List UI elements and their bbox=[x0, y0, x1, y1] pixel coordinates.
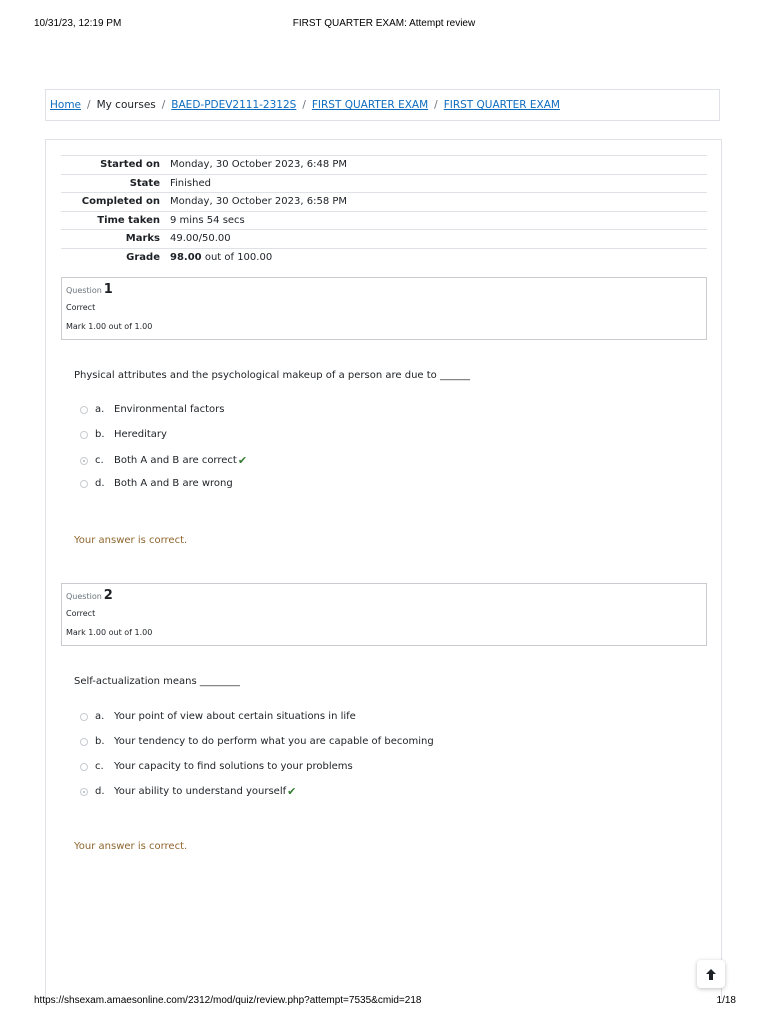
answer-text: Your capacity to find solutions to your problems bbox=[114, 761, 353, 772]
summary-value: Monday, 30 October 2023, 6:58 PM bbox=[170, 196, 348, 208]
answer-option[interactable] bbox=[80, 761, 353, 772]
attempt-summary-table bbox=[61, 155, 707, 267]
answer-text: Hereditary bbox=[114, 429, 167, 440]
question-state: Correct bbox=[66, 609, 96, 618]
question-text: Self-actualization means ________ bbox=[74, 676, 240, 687]
question-text: Physical attributes and the psychological makeup of a person are due to ______ bbox=[74, 370, 470, 381]
summary-label: Time taken bbox=[97, 214, 160, 226]
question-number-value: 2 bbox=[103, 588, 113, 603]
summary-row bbox=[61, 230, 707, 249]
print-url: https://shsexam.amaesonline.com/2312/mod/quiz/review.php?attempt=7535&cmid=218 bbox=[34, 995, 422, 1006]
answer-feedback: Your answer is correct. bbox=[74, 841, 188, 852]
summary-label: Grade bbox=[126, 252, 160, 263]
grade-value: 98.00 bbox=[170, 252, 202, 263]
radio-button[interactable] bbox=[80, 431, 88, 439]
answer-letter: d. bbox=[95, 786, 105, 797]
answer-option[interactable] bbox=[80, 404, 224, 415]
question-mark: Mark 1.00 out of 1.00 bbox=[66, 628, 153, 637]
question-number-value: 1 bbox=[103, 282, 113, 297]
summary-label: Marks bbox=[125, 233, 160, 245]
summary-value bbox=[170, 248, 707, 267]
answer-option[interactable] bbox=[80, 478, 233, 489]
question-number bbox=[66, 282, 113, 297]
answer-feedback: Your answer is correct. bbox=[74, 535, 188, 546]
summary-row bbox=[61, 248, 707, 267]
summary-label: Started on bbox=[100, 159, 160, 171]
answer-text: Both A and B are wrong bbox=[114, 478, 233, 489]
summary-row bbox=[61, 193, 707, 212]
summary-row bbox=[61, 156, 707, 175]
main-region bbox=[45, 139, 722, 999]
breadcrumb-course-link[interactable]: BAED-PDEV2111-2312S bbox=[171, 99, 297, 111]
check-icon: ✔ bbox=[237, 454, 248, 467]
back-to-top-button[interactable] bbox=[697, 960, 725, 988]
answer-text: Environmental factors bbox=[114, 404, 225, 415]
answer-text: Your point of view about certain situations in life bbox=[114, 711, 356, 722]
breadcrumb-separator: / bbox=[434, 99, 438, 111]
check-icon: ✔ bbox=[287, 785, 297, 798]
answer-letter: a. bbox=[95, 404, 105, 415]
answer-letter: a. bbox=[95, 711, 105, 722]
breadcrumb bbox=[45, 89, 720, 121]
breadcrumb-home-link[interactable]: Home bbox=[50, 99, 82, 111]
radio-button[interactable] bbox=[80, 406, 88, 414]
breadcrumb-separator: / bbox=[161, 99, 166, 111]
answer-option[interactable] bbox=[80, 736, 434, 747]
question-mark: Mark 1.00 out of 1.00 bbox=[66, 322, 153, 331]
arrow-up-icon bbox=[706, 969, 716, 980]
answer-letter: d. bbox=[95, 478, 105, 489]
answer-option-selected[interactable] bbox=[80, 785, 296, 798]
radio-button[interactable] bbox=[80, 480, 88, 488]
summary-label: Completed on bbox=[81, 196, 160, 208]
question-state: Correct bbox=[66, 303, 96, 312]
summary-value: 9 mins 54 secs bbox=[170, 214, 245, 226]
answer-option[interactable] bbox=[80, 711, 356, 722]
question-info bbox=[61, 277, 707, 340]
answer-text: Your ability to understand yourself bbox=[114, 786, 287, 797]
radio-button-selected[interactable] bbox=[80, 788, 88, 796]
summary-label: State bbox=[129, 177, 160, 189]
breadcrumb-section-link[interactable]: FIRST QUARTER EXAM bbox=[311, 99, 429, 111]
radio-button[interactable] bbox=[80, 763, 88, 771]
summary-value: 49.00/50.00 bbox=[170, 233, 231, 245]
breadcrumb-separator: / bbox=[87, 99, 91, 111]
radio-button[interactable] bbox=[80, 738, 88, 746]
question-info bbox=[61, 583, 707, 646]
answer-option[interactable] bbox=[80, 429, 167, 440]
answer-letter: b. bbox=[95, 429, 105, 440]
breadcrumb-separator: / bbox=[302, 99, 306, 111]
breadcrumb-my-courses: My courses bbox=[96, 99, 156, 111]
answer-letter: b. bbox=[95, 736, 105, 747]
answer-text: Your tendency to do perform what you are capable of becoming bbox=[114, 736, 434, 747]
answer-text: Both A and B are correct bbox=[114, 455, 237, 466]
print-datetime: 10/31/23, 12:19 PM bbox=[34, 18, 122, 29]
print-page-number: 1/18 bbox=[716, 995, 736, 1006]
grade-out-of: out of 100.00 bbox=[201, 252, 273, 263]
summary-row bbox=[61, 174, 707, 193]
answer-letter: c. bbox=[95, 455, 104, 466]
radio-button-selected[interactable] bbox=[80, 457, 88, 465]
breadcrumb-quiz-link[interactable]: FIRST QUARTER EXAM bbox=[443, 99, 560, 111]
summary-value: Monday, 30 October 2023, 6:48 PM bbox=[170, 159, 348, 171]
question-number bbox=[66, 588, 113, 603]
print-title: FIRST QUARTER EXAM: Attempt review bbox=[292, 18, 476, 29]
radio-button[interactable] bbox=[80, 713, 88, 721]
question-label: Question bbox=[66, 286, 102, 295]
question-label: Question bbox=[66, 592, 102, 601]
answer-option-selected[interactable] bbox=[80, 454, 247, 467]
summary-value: Finished bbox=[170, 177, 211, 189]
summary-row bbox=[61, 211, 707, 230]
answer-letter: c. bbox=[95, 761, 104, 772]
